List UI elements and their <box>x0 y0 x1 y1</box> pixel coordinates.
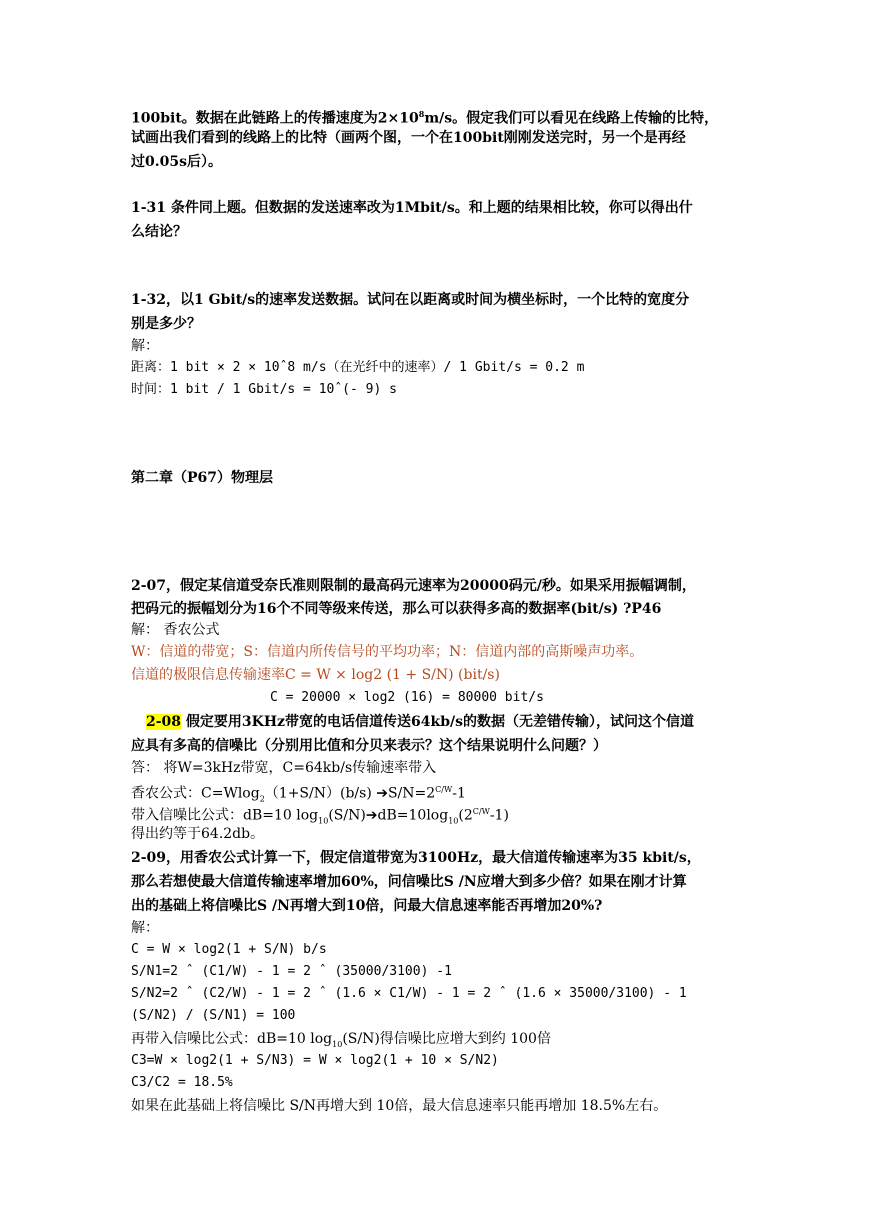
text-line: W：信道的带宽；S：信道内所传信号的平均功率；N：信道内部的高斯噪声功率。 <box>131 644 644 660</box>
problem-1-32: 1-32，以1 Gbit/s的速率发送数据。试问在以距离或时间为横坐标时，一个比特的宽度分 <box>131 292 690 308</box>
text-line: C = 20000 × log2 (16) = 80000 bit/s <box>270 690 544 705</box>
text-line: S/N1=2 ˆ (C1/W) - 1 = 2 ˆ (35000/3100) -1 <box>131 964 452 979</box>
text-line: 信道的极限信息传输速率C = W × log2 (1 + S/N) (bit/s) <box>131 667 500 683</box>
problem-1-31: 1-31 条件同上题。但数据的发送速率改为1Mbit/s。和上题的结果相比较，你可以得出什 <box>131 200 693 216</box>
text-line: 把码元的振幅划分为16个不同等级来传送，那么可以获得多高的数据率(bit/s) ?P46 <box>131 601 662 617</box>
text-line: 答： 将W=3kHz带宽，C=64kb/s传输速率带入 <box>131 760 437 776</box>
problem-2-09: 2-09，用香农公式计算一下，假定信道带宽为3100Hz，最大信道传输速率为35 kbit/s， <box>131 850 701 866</box>
answer-label: 解： <box>131 338 159 354</box>
text-line: C3/C2 = 18.5% <box>131 1075 233 1090</box>
problem-2-08: 2-08 假定要用3KHz带宽的电话信道传送64kb/s的数据（无差错传输），试问这个信道 <box>146 714 694 730</box>
text-line: C = W × log2(1 + S/N) b/s <box>131 942 327 957</box>
text-line: 得出约等于64.2db。 <box>131 826 265 842</box>
text-line: S/N2=2 ˆ (C2/W) - 1 = 2 ˆ (1.6 × C1/W) - 1 = 2 ˆ (1.6 × 35000/3100) - 1 <box>131 986 687 1001</box>
text-line: 距离：1 bit × 2 × 10ˆ8 m/s（在光纤中的速率）/ 1 Gbit/s = 0.2 m <box>131 360 585 375</box>
text-line: C3=W × log2(1 + S/N3) = W × log2(1 + 10 × S/N2) <box>131 1053 499 1068</box>
problem-2-07: 2-07，假定某信道受奈氏准则限制的最高码元速率为20000码元/秒。如果采用振幅调制， <box>131 578 696 594</box>
chapter-heading: 第二章（P67）物理层 <box>131 470 274 486</box>
arrow-icon: ➔ <box>365 807 378 824</box>
text-line: 时间：1 bit / 1 Gbit/s = 10ˆ(- 9) s <box>131 382 397 397</box>
text-line: 100bit。数据在此链路上的传播速度为$2\times 10^8m/s$。假定我们可以看见在线路上传输的比特， <box>131 109 719 127</box>
answer-label: 解： <box>131 920 159 936</box>
text-line: 香农公式：C=Wlog$_2$（1+S/N）(b/s) $➔S/N=2^{C/W}-1$ <box>131 785 466 804</box>
arrow-icon: ➔ <box>376 785 388 802</box>
text-line: 出的基础上将信噪比S /N再增大到10倍，问最大信息速率能否再增加20%? <box>131 898 603 914</box>
text-line: 试画出我们看到的线路上的比特（画两个图，一个在100bit刚刚发送完时，另一个是再经 <box>131 130 686 146</box>
text-line: 那么若想使最大信道传输速率增加60%，问信噪比S /N应增大到多少倍？如果在刚才计算 <box>131 874 687 890</box>
answer-label: 解： 香农公式 <box>131 622 220 638</box>
text-line: 别是多少？ <box>131 316 201 332</box>
text-line: 么结论？ <box>131 224 187 240</box>
text-line: 过0.05s后）。 <box>131 154 222 170</box>
text-line: (S/N2) / (S/N1) = 100 <box>131 1008 296 1023</box>
highlight: 2-08 <box>146 714 182 730</box>
text-line: 带入信噪比公式：dB=10 $\log_{10}(S/N)➔dB=10\log_{10}(2^{C/W}-1)$ <box>131 807 509 826</box>
text-line: 应具有多高的信噪比（分别用比值和分贝来表示？这个结果说明什么问题？） <box>131 738 607 754</box>
text-line: 如果在此基础上将信噪比 S/N再增大到 10倍，最大信息速率只能再增加 18.5%左右。 <box>131 1098 668 1114</box>
text-line: 再带入信噪比公式：dB=10 $\log_{10}(S/N)$得信噪比应增大到约 100倍 <box>131 1031 551 1049</box>
